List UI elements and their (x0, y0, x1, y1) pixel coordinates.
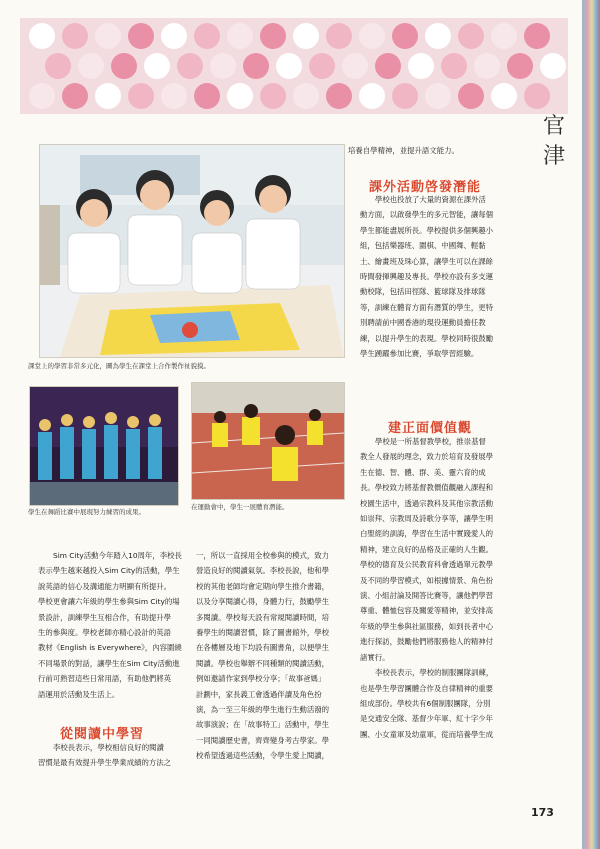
decorative-dot (260, 23, 286, 49)
decorative-dot (392, 23, 418, 49)
decorative-dot (194, 23, 220, 49)
text-line: 例如邀請作家到學校分享；「故事爸媽」 (196, 674, 326, 684)
decorative-dot (45, 53, 71, 79)
text-line: 年級的學生參與社區服務，如到長者中心 (360, 621, 494, 631)
text-line: 等，訓練在體育方面有潛質的學生，更特 (360, 302, 494, 312)
decorative-dot (474, 53, 500, 79)
text-line: 語運用於活動及生活上。 (38, 689, 120, 699)
text-line: 故事演說；在「故事特工」活動中，學生 (196, 720, 330, 730)
decorative-dot (210, 53, 236, 79)
decorative-dot (540, 53, 566, 79)
decorative-dot (441, 53, 467, 79)
reading-heading: 從閱讀中學習 (60, 727, 145, 742)
page-number: 173 (531, 806, 554, 819)
text-line: 培養自學精神，並提升語文能力。 (348, 146, 459, 155)
text-line: 團、小女童軍及幼童軍，從而培養學生成 (360, 729, 494, 739)
decorative-dot (95, 23, 121, 49)
text-line: 進行探訪，鼓勵他們將服務他人的精神付 (360, 637, 494, 647)
dance-caption: 學生在舞蹈比賽中展現努力練習的成果。 (28, 508, 145, 516)
decorative-dot (359, 23, 385, 49)
sports-caption: 在運動會中，學生一展體育潛能。 (191, 503, 289, 511)
decorative-dot (392, 83, 418, 109)
text-line: 教全人發展的理念，致力於培育及發展學 (360, 452, 494, 462)
text-line: 組，包括樂器班、圍棋、中國舞、輕黏 (360, 241, 486, 251)
decorative-dot (293, 23, 319, 49)
decorative-dot (161, 23, 187, 49)
decorative-dot (524, 83, 550, 109)
decorative-dot (29, 23, 55, 49)
decorative-dot (227, 23, 253, 49)
extracurricular-body (360, 192, 540, 361)
decorative-dot (29, 83, 55, 109)
text-line: 是交通安全隊、基督少年軍、紅十字少年 (360, 714, 494, 724)
dance-photo-image (30, 387, 178, 505)
text-line: 在各樓層及地下均設有圖書角，以便學生 (196, 643, 330, 653)
decorative-dot (78, 53, 104, 79)
text-line: 學校也投放了大量的資源在課外活 (375, 195, 486, 204)
text-line: 一同閱讀歷史書，齊齊變身考古學家。學 (196, 735, 330, 745)
decorative-dot (161, 83, 187, 109)
text-line: 組成部份。學校共有6個制服團隊，分別 (360, 698, 491, 708)
text-line: 養學生的閱讀習慣，除了圖書館外，學校 (196, 628, 330, 638)
decorative-dot (491, 23, 517, 49)
decorative-dot (128, 23, 154, 49)
book-spine (582, 0, 600, 849)
decorative-dot-band (20, 18, 568, 114)
decorative-dot (309, 53, 335, 79)
sports-photo-image (192, 383, 344, 499)
text-line: 精神，建立良好的品格及正確的人生觀。 (360, 544, 494, 554)
decorative-dot (524, 23, 550, 49)
text-line: 李校長表示，學校相信良好的閱讀 (53, 743, 164, 752)
text-line: 李校長表示，學校的制服團隊訓練， (375, 668, 494, 678)
classroom-photo-image (40, 145, 344, 357)
text-line: Sim City活動今年踏入10周年，李校長 (53, 551, 182, 560)
text-line: 長。學校致力將基督教價值觀融入課程和 (360, 483, 494, 493)
text-line: 說英語的信心及溝通能力明顯有所提升。 (38, 581, 172, 591)
text-line: 營造良好的閱讀氣氛。李校長說，他和學 (196, 566, 330, 576)
classroom-caption: 課堂上的學習非常多元化，圖為學生在課堂上合作製作祉貌摸。 (28, 362, 210, 370)
text-line: 景設計，訓練學生互相合作，有助提升學 (38, 612, 172, 622)
text-line: 及不同的學習模式，如根據情景、角色扮 (360, 575, 494, 585)
text-line: 演、小組討論及開答比賽等，讓他們學習 (360, 591, 494, 601)
decorative-dot (227, 83, 253, 109)
text-line: 校園生活中，透過宗教科及其他宗教活動 (360, 498, 494, 508)
decorative-dot (177, 53, 203, 79)
decorative-dot (95, 83, 121, 109)
text-line: 閱讀。學校也舉辦不同種類的閱讀活動， (196, 658, 330, 668)
text-line: 時間發揮興趣及專長。學校亦設有多支運 (360, 272, 494, 282)
values-heading: 建正面價值觀 (388, 421, 473, 436)
text-line: 學校是一所基督教學校，推崇基督 (375, 437, 486, 446)
text-line: 演，為一至三年級的學生進行生動活潑的 (196, 705, 330, 715)
text-line: 表示學生越來越投入Sim City的活動，學生 (38, 566, 180, 576)
decorative-dot (144, 53, 170, 79)
text-line: 教材《English is Everywhere》，內容圍繞 (38, 643, 182, 653)
decorative-dot (458, 83, 484, 109)
simcity-body (38, 548, 188, 702)
text-line: 以及分享閱讀心得，身體力行，鼓勵學生 (196, 597, 330, 607)
values-body (360, 434, 540, 742)
decorative-dot (359, 83, 385, 109)
text-line: 尊重、體恤包容及關愛等精神，並安排高 (360, 606, 494, 616)
text-line: 習慣是最有效提升學生學業成績的方法之 (38, 758, 172, 768)
text-line: 校希望透過這些活動，令學生愛上閱讀， (196, 751, 330, 761)
text-line: 練，以提升學生的表現。學校同時很鼓勵 (360, 333, 494, 343)
decorative-dot (276, 53, 302, 79)
text-line: 諸實行。 (360, 652, 390, 662)
text-line: 校的其他老師均會定期向學生推介書籍， (196, 581, 330, 591)
decorative-dot (425, 23, 451, 49)
decorative-dot (194, 83, 220, 109)
decorative-dot (375, 53, 401, 79)
decorative-dot (507, 53, 533, 79)
decorative-dot (408, 53, 434, 79)
classroom-photo (39, 144, 345, 358)
decorative-dot (62, 83, 88, 109)
text-line: 白聖經的訓誨，學習在生活中實踐愛人的 (360, 529, 494, 539)
school-type-label: 官津 (542, 114, 567, 169)
decorative-dot (260, 83, 286, 109)
text-line: 動方面，以啟發學生的多元智能，讓每個 (360, 210, 494, 220)
text-line: 不同場景的對話，讓學生在Sim City活動進 (38, 658, 180, 668)
text-line: 多閱讀。學校每天設有常規閱讀時間，培 (196, 612, 330, 622)
decorative-dot (326, 23, 352, 49)
reading-body-left (38, 740, 188, 771)
text-line: 如崇拜、宗教周及詩歌分享等，讓學生明 (360, 514, 494, 524)
decorative-dot (243, 53, 269, 79)
dot-pattern (20, 18, 568, 114)
decorative-dot (458, 23, 484, 49)
text-line: 別聘請前中國香港的現役運動員擔任教 (360, 318, 486, 328)
text-line: 動校隊，包括田徑隊、籃球隊及排球隊 (360, 287, 486, 297)
dance-photo (29, 386, 179, 506)
decorative-dot (326, 83, 352, 109)
reading-body-right (196, 548, 348, 764)
text-line: 生的參與度。學校老師亦精心設計的英語 (38, 628, 172, 638)
text-line: 學校的德育及公民教育科會透過單元教學 (360, 560, 494, 570)
text-line: 計劃中，家長義工會透過伴讀及角色扮 (196, 689, 322, 699)
text-line: 學校更會讓六年級的學生參與Sim City的場 (38, 597, 180, 607)
decorative-dot (293, 83, 319, 109)
decorative-dot (62, 23, 88, 49)
decorative-dot (128, 83, 154, 109)
text-line: 一，所以一直採用全校參與的模式，致力 (196, 551, 330, 560)
text-line: 行前可熟習這些日常用語，有助他們將英 (38, 674, 172, 684)
decorative-dot (111, 53, 137, 79)
text-line: 土、繪畫班及珠心算，讓學生可以在課餘 (360, 256, 494, 266)
text-line: 學生踴躍參加比賽，爭取學習經驗。 (360, 349, 479, 359)
intro-continuation (348, 143, 528, 158)
text-line: 學生都能盡展所長。學校提供多個興趣小 (360, 225, 494, 235)
decorative-dot (342, 53, 368, 79)
decorative-dot (425, 83, 451, 109)
extracurricular-heading: 課外活動啓發潛能 (369, 180, 482, 195)
decorative-dot (491, 83, 517, 109)
text-line: 生在德、智、體、群、美、靈六育的成 (360, 467, 486, 477)
sports-photo (191, 382, 345, 500)
text-line: 也是學生學習團體合作及自律精神的重要 (360, 683, 494, 693)
